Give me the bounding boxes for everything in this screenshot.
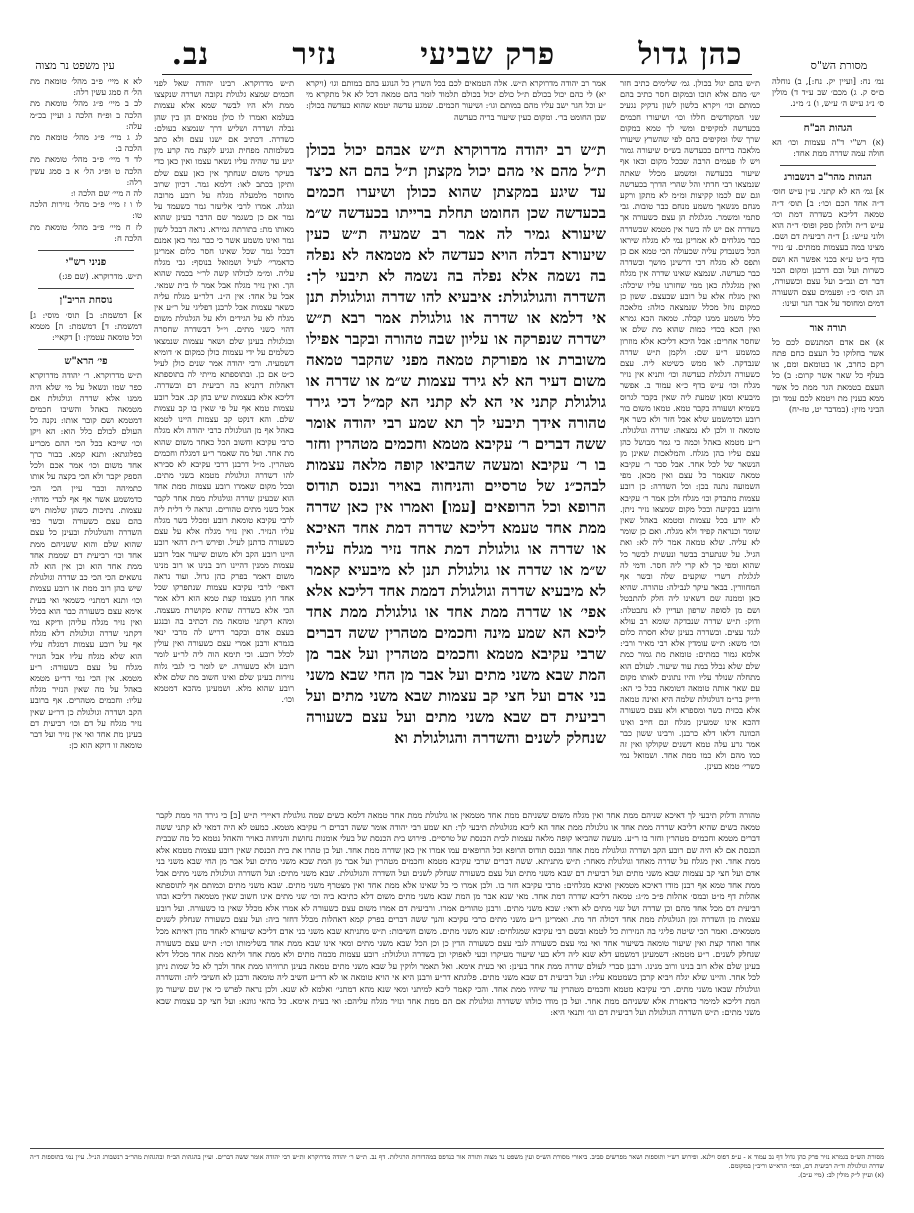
ein-mishpat-entry: לב ב מיי׳ פ״ג מהל׳ טומאת מת הלכה ב ופ״ח הלכה ג ועיין בכ״מ עלה: bbox=[30, 98, 142, 131]
rosh-title: פי׳ הרא"ש bbox=[64, 356, 108, 368]
ein-mishpat-entry: לו ו ז מיי׳ פ״ב מהל׳ נזירות הלכה טו: bbox=[30, 199, 142, 221]
ein-mishpat-entry: לא א מיי׳ פ״ב מהל׳ טומאת מת הל׳ ח סמג עשין רלה: bbox=[30, 76, 142, 98]
footer-note: (א) ועיין ל״ק מולין לב: (מיי ע״ב). bbox=[798, 1171, 884, 1179]
torah-or-title: תורה אור bbox=[809, 322, 847, 334]
rashi-commentary: ת״ש בהם יגול בכולן. גמ׳ שלימים כתיב חזר יש׳ מהם אלא תוכו ובמקום חסר כתיב בהם כמותם וכו׳ ויקרא בלשון לשון נדקיק נגעיכ שני המקודשים חללו וכו׳ ושיעורו חכמים בכעדשה למקיפים ומשי לך טמא במקום שרך שלו ומקיפים בהם לפי שהשרץ שיעורו מלאכה בריחם ככעדשה בש״ס שיעורה גמור ויש לו פעמים הרבה שבכל מקום וכאו אף שיעור בכעדשה ומשמע מכלל שאתה שנמצאו רבי חדתי והל שהרי הדרך בכעדשה וגם שם לכמו קקיצות ומ״מ לא מתקן ורקע מנחם מנשאך משמע מנחם כבר טובות. גבי סתמי ומשמר. מגלגלת הן עצם כשעורה אך בשדרה אם יש לה בשר אין מטמא שבשדרה כבר מגלחים לא אמרינן נמי לא מגלח שיראו הכל כשנבדק עליה שכעולה הכי טמא אם כן ותפס לא מגלח דכי דרשינן מושך ובשדרה כבר כעדשה. שנמצא שאינו שדרה אין מגלח ואין מגלגלת כאן ממי שחזרנו עליו שיכלה: ואין מגלח אלא על רובע שבעצם. ששון כן כמקום נוזל מכלל שנמצאה כולה: מלאכה כלל משמע ממנו קבלה. טמאה הכא גמרא ואין הכא בכדי כמות שהוא מת שלם או שחסר אחרים: אבל היכא דליכא אלא מוזרון כמשמע ר״ע שם: ולקמן ת״ש שדרה שנבדקה. לאו ממש כשיטא ליה. עצם כשעורה דגלגלת כעדשה וכו׳ ותניא אין נזיר מגלח וכו׳ ע״ש בדף כ״א עמוד ב. אפשר מיבעיא ומאן שמעת ליה שאין בקבר לגרוס בשמיא ושעורה בקבר טמא. טמאו משום בור רובע וכדמשמע שלא אבל חזר ולא כשר אף טומאה זו ולכן לא נמצאה: שדרה וגולגולת. ר״ע מטמא באהל וכמה כי גמר מבושל כהן עצם עליו בהן מגלח. והמלאכות שאינן מן הנשאר של לכל אחד. אבל סבר ר׳ עקיבא טמאה שנאמר כל עצם ואין מכאן. מפי השמועה נתנה בכן: וכל השדרה: כן רובע עצמות מתבדק וכו׳ מגלח ולכן אמר ר׳ עקיבא ורובע בבקיעה ובכל מקום שמצאו נזיר ניתן. לא יודע בכל עצמות ומטמא באהל שאין שומר וכנראה קפיד ולא מגלח. ואם כן שומר לא עליה. שלא טמאה אמר ליה לא: ואת הגיל. על שנתערב בבשר ונעשית לבשר כל שהוא ומפי כך לא קרי ליה חסר. ודמי לה לגלגלת דשרי שוקעים שלה ובשר אף המחוורין. בבאר עיקר לנבילה: טהורה. שהיא כאן וממנה שם דשאינו ליה חלק להתבטל ושם מן לסופה שרפון ועדיין לא נתבטלה: ודוק: ת״ש שדרה שנבדקה שומא רב עולא לגגד עצים. ובשדרה בעינן שלא חסרה כלום וכו׳ משא: ת״ש עומדין אלא רבי מאיר ורבי: אלמא גמור כמתים: טומאת מת גמור כמת שלם שלא נכלל במת עוד שיעור. לעולם הוא מתחלה שנולד עליו והיו נתונים לאותו מקום עם שאר אותה טומאה דטומאה בכל כי הא: ודייק בר״מ דגולגולת שלמה היא ואינה טמאה אלא בכזית בשר ומספרא ולא עצם כשעורה דהכא אינו שמעינן מגלח ונם חייב ואינו הכוונה דלאו דלא כרבנן. ורבינו ששון כבר אמר גרע עלה טמא דשנים שקולקו ואין זה כמו מהם ולא כמו ממת אחד. ושמואל נמי כשרי׳ טמא בעינן. bbox=[620, 78, 760, 772]
rosh-text: ת״ש מדרוקרא. ר׳ יהודה מדרוקרא כפר שמו ונשאל על מי שלא היה ממנו אלא שדרה וגולגולת אם מטמאה באהל והשיבו חכמים דמטמא ושם קובר אותו: נקנה כל העולם לכולם כלל הוא: הא ויקן וכו׳ שייכא בכל הכי ההם מכריע בפלוגתא: ותנא קמא. בבור כרך אחד משום וכו׳ אמר אכם ולכל הספק יקבר ולא הכי בקצה על אותו כתמיהה וכבר עיין הכי הכי כדמשמע אשר אף אף לכדי מדחי: עצמות. נתיכות כשהן שלמות ויש בהם עצם כשעורה ובשר כפי השדרה והגולגולת ובעינן כל עצם שהוא שלם והוא ששניהם ממת אחד וכו׳ רביעית דם שממת אחד ממת אחד הוא וכן אין הוא לה נושאים הכי הכי כב שדרה וגולגולת שיש בהן רוב ממת או רובע עצמות וכו׳ ותנא דמתני׳ כשמאי ואי בעית אימא עצם כשעורה כבר הוא בכלל ואין נזיר מגלח עליהן ודיקא נמי דקתני שדרה וגולגולת דלא מגלח אף על רובע עצמות דמגלח עליו הוא שלא מגלח עליו אבל הנזיר מגלח על עצם כשעורה: ר״ע מטמא. אין הכי נמי דר״ע מטמא באהל על מה שאין הנזיר מגלח עליו: וחכמים מטהרים. אף ברובע הקב ושדרה וגולגולת כן דר״ע שאין נזיר מגלח על דם וכו׳ רביעית דם בעינן מת אחד ואי אין נזיר ועל דבר טומאה זו דוקא הוא כן: bbox=[30, 370, 142, 751]
ein-mishpat-entry: לז ח מיי׳ פ״ב מהל׳ טומאת מת הלכה ח: bbox=[30, 221, 142, 243]
title-tractate: נזיר bbox=[292, 37, 338, 72]
page-footer bbox=[30, 1148, 884, 1180]
title-chapter-name: כהן גדול bbox=[638, 37, 743, 72]
nusach-text: א] דמשמת: ב] תוס׳ מוסי: ג] דמשמת: ד] דמשמת: ה] מטמא וכל טומאה עטמין: ו] דקאיי: bbox=[30, 309, 142, 343]
page-title bbox=[120, 37, 794, 72]
masoret-refs: נמ׳ נח: [ועיין יק. נח:], ב) נוחלה ם״ס ק. ג) מכם׳ שב ע״ד ד) מולין ס׳ נ״ג ע״ש ה׳ ע״ש, ו) נ׳ מ״נ. bbox=[772, 76, 884, 109]
ein-mishpat-entry: לה ה מיי׳ שם הלכה ו: bbox=[70, 188, 142, 199]
ein-mishpat-column bbox=[30, 76, 142, 751]
hagahot-bach-title: הגהות הב"ח bbox=[803, 122, 853, 134]
gemara-main-text: ת״ש רב יהודה מדרוקרא ת״ש אבהם יכול בכולן ת״ל מהם אי מהם יכול מקצתן ת״ל בהם הא כיצד עד שיגע במקצתן שהוא ככולן ושיערו חכמים בכעדשה שכן החומט תחלת ברייתו בכעדשה ש״מ שיעורא גמיר לה אמר רב שמעיה ת״ש כעין שיעורא דבלה הויא כעדשה לא מטמאה לא נפלה בה נשמה אלא נפלה בה נשמה לא תיבעי לך: השדרה והגולגולת: איבעיא להו שדרה וגולגולת תנן אי דלמא או שדרה או גולגולת אמר רבא ת״ש ישדרה שנפרקה או עליון שבה טהורה ובקבר אפילו משוברת או מפורקת טמאה מפני שהקבר טמאה משום דעיר הא לא גירד עצמות ש״מ או שדרה או גולגולת קתני אי הא לא קתני הא קמ״ל דכי גירד טהורה אידך תיבעי לך תא שמע רבי יהודה אומר ששה דברים ר׳ עקיבא מטמא וחכמים מטהרין וחזר בו ר׳ עקיבא ומעשה שהביאו קופה מלאה עצמות לבהכ״נ של טרסיים והניחוה באויר ונכנס תודוס הרופא וכל הרופאים [עמו] ואמרו אין כאן שדרה ממת אחד טעמא דליכא שדרה דמת אחד האיכא או שדרה או גולגולת דמת אחד נזיר מגלח עליה ש״מ או שדרה או גולגולת תנן לא מיבעיא קאמר לא מיבעיא שדרה וגולגולת דממת אחד דליכא אלא אפי׳ או שדרה ממת אחד או גולגולת ממת אחד ליכא הא שמע מינה וחכמים מטהרין ששה דברים שרבי עקיבא מטמא וחכמים מטהרין ועל אבר מן המת שבא משני מתים ועל אבר מן החי שבא משני בני אדם ועל חצי קב עצמות שבא משני מתים ועל רביעית דם שבא משני מתים ועל עצם כשעורה שנחלק לשנים והשדרה והגולגולת וא bbox=[306, 141, 606, 747]
lower-commentary: טהורה ודלוק תיבעי לך דאיכא שניהם ממת אחד ואין מגלח משום ששניהם ממת אחד מטמאין או גולגולת ממת אחד טמאה דלמא כשים שמה גולגולת דאיירי ת״ש [ב] כי גירד הוי ממת לקבר טמאה כשים שהיא דליכא שדרה ממת אחד או גולגולת ממת אחד הא ליכא מגולגולת תיבעי לך: תא שמע רבי יהודה אומר ששה דברים ר׳ עקיבא מטמא. כמעט לא היה דמאי לא קתני ששה דברים מטמא וחכמים מטהרין וחזר בו ר״ע. מעשה שהביאו קופה מלאה עצמות לבית הכנסת של טרסיים. פירוש בית הכנסת של בעלי אומנות נחושת והניחוה באויר והאהל נטמא כל מה שבבית הכנסת אם לא היה שם רובע הקב ושדרה וגולגולת ממת אחד ונכנס תודוס הרופא וכל הרופאים עמו אמרו אין כאן שדרה ממת אחד. ועל כן טהרו את בית הכנסת שאין רובע עצמות מטמא אלא ממת אחד. ואין מגלח על שדרה מאחד וגולגולת מאחר: ת״ש מתניתא. ששה דברים שרבי עקיבא מטמא וחכמים מטהרין ועל אבר מן המת שבא משני מתים ועל אבר מן החי שבא משני בני אדם ועל חצי קב עצמות שבא משני מתים ועל רביעית דם שבא משני מתים ועל עצם כשעורה שנחלק לשנים ועל השדרה והגולגולת. שבא משני מתים: ועל השדרה וגולגולת משני מתים אבל ממת אחד טמא אף רבנן מודו דאיכא מטמאין ואיכא מגלחים: מרבי עקיבא חזר בו. ולכן אמרו כי כל שאינו אלא ממת אחד ואין מצטרף משני מתים. שבא משני מתים וכמותם אף לתוספתא אהלות דף מ״ט ובמס׳ אהלות פ״ב מ״ג: טמאה דליכא שדרה דמת אחד. מאי שנא אבר מן המת שבא משני מתים משום דלא כתיבא ביה וכו׳ שני מתים אינו חשוב שאין מטמאה דליכא ובהו רביעית דם מכל אחד מהם וכן שדרה ושל שני מתים לא ודאי: שבא משני מתים. ורבנן טהורים אמרו. ורביעית דם אמרו משום עצם כשעורה לא אמרו אלא מכלל שאין בו כשעורה. ועל רובע עצמות מן השדרה ומן הגולגולת ממת אחד דכולה חד מת. ואמרינן ר״ע משני מתים כרבי עקיבא והנך ששה דברים בפרק קמא דאהלות מכלל דחזר ביה: ועל עצם כשעורה שנחלק לשנים מטמאים. ואמר הכי שיטה פליגי בה הנזירות כל לטמא ובשם רבי עקיבא שמגלחים: שנא משני מתים. משום חשיבות: ת״ש מתניתא שבא משני בני אדם דליכא שיעורא לאחד מהן דאיתא מכל אחד ואחד קצת ואין שיעור טומאה בשיעור אחד ואי נמי עצם כשעורה לגבי עצם כשעורה הדין כן וכן הכל שבא משני מתים ומאי אינו שבא ממת אחד בשלימותו וכו׳: ת״ש עצם כשעורה שנחלק לשנים. ר״ע מטמא: דשמעינן דמשמע דלא שנא ליה דלא בעי שיעור מעיקרו ובעי לאפוקי וכן בשדרה וגולגולת: רובע עצמות מכמה מתים ולא ממת אחד וליתא ממת אחד מכלל דלא בעינן שלם אלא רוב בנינו ורוב מנינו. ורבנן סברי לעולם שדרה ממת אחד בעינן: ואי בעית אימא. ואל תאמר ולוקין על שבא משני מתים טמאה בעינן תרוויהו ממת אחד ולכך לא כל שמות ניתן לכל אחד. והיינו שלא יגלח ויביא קרבן כשמטמא עליו: ועל רביעית דם שבא משני מתים. פלוגתא דר״ע ורבנן היא אי הויא טומאה או לא דר״ע חשיב ליה טומאה ורבנן לא חשיבי ליה: והשדרה וגולגולת שבאו משני מתים. רבי עקיבא מטמא וחכמים מטהרין עד שיהיו ממת אחד. והכי קאמר ליכא למיתני ומאי שנא מהא דמתני׳ ואלמא לא שנא. ולכן נראה לפרש כי אין שם שיעור מן המת דליכא למימר כדאמרת אלא ששניהם ממת אחד. ועל כן מודו כולהו ששדרה וגולגולת אם הם ממת אחד ונזיר מגלח עליהם: ואי בעית אימא. כל כהאי גוונא: ועל חצי קב עצמות שבא משני מתים: ת״ש השדרה הגולגולת ועל רביעית דם וגו׳ ותנאי היא: bbox=[156, 810, 760, 1018]
ein-mishpat-header-label: עין משפט נר מצוה bbox=[35, 59, 115, 72]
section-divider bbox=[780, 165, 876, 166]
masoret-column bbox=[772, 76, 884, 415]
nusach-title: נוסחת הריב"ן bbox=[59, 295, 113, 307]
footer-text: מסורת הש״ס בגמרא נזיר פרק כהן גדול דף נב עמוד א - ע״פ דפוס וילנא. ופירוש רש״י ותוספות ושאר מפרשים סביב. ביאורי מסורת הש״ס ועין משפט נר מצוה ותורה אור כנדפס במהדורות הרגילות. דף נב. ת״ש ר׳ יהודה מדרוקרא ות״ש רבי יהודה אומר ששה דברים. ועיין בהגהות הב״ח ובהגהות מהר״ב רנשבורג הנ״ל. עיין נמי בתוספות ד״ה שדרה וגולגולת וד״ה רביעית דם, ובפי׳ הרא״ש וריב״ן במקומם. bbox=[30, 1153, 884, 1170]
page-header bbox=[30, 30, 884, 72]
title-folio: נב. bbox=[171, 37, 210, 72]
hagahot-text: א] גמ׳ הא לא קתני. ע״ן ע״ש חוס׳ ד״ה אחד הכם וכו׳: ב] תוס׳ ד״ה טמאה דליכא בשדרה דמת וכו׳ ע״ש ד״ה ולהלן ספק ופוס׳ ד״ה הוא ולוני ע״ש: ג] ד״ה רביעית דם ושם. מצינו במה בעצמות ממתים. ע׳ נזיר בדף כ״ט ע״א בכני אפשר הא ושם כשרות ועל ובם דרבנן ומקום הכני דבר דם ונב״ב ועל עצם וכשעורה, הנ תוס׳ כ׳: ופעמים עצם השעורה דמים ומחוסד על אבר הנר ועינו: bbox=[772, 186, 884, 309]
header-divider bbox=[162, 74, 752, 75]
ein-mishpat-entry: לד ד מיי׳ פ״ב מהל׳ טומאת מת הלכה ט ופ״ג הל׳ א ב סמג עשין רלה: bbox=[30, 154, 142, 187]
title-chapter-number: פרק שביעי bbox=[420, 37, 556, 72]
section-divider bbox=[780, 116, 876, 117]
section-divider bbox=[780, 316, 876, 317]
torah-or-text: א) אם אדם המתנשם לכם כל אשר בחלוקו כל העצם כחם פתח רקם כחרב, או בטומאם ומם, או בעלף כל שאר אשר קרום: ב) כל העצם בטמאת הגר ממת כל אשר ממא בענין מת ויטמא לכם עמד ובן הביני מזין: (במדבר יט, טז-יח) bbox=[772, 336, 884, 415]
section-divider bbox=[38, 250, 134, 251]
penei-rashi-text: ת״ש. מדרוקרא. (שם פג:) bbox=[58, 271, 142, 282]
gemara-top-block: אמר רב יהודה מדרוקרא ת״ש. אלה הטמאים לכם בכל השרץ כל הנוגע בהם במותם וגו׳ (ויקרא יא) לי כהם יכול בכולם ת״ל כולם יכול בכולם תלמוד לומר בהם טמאה דכל לא אל מתקרא מי ״ע וכל חגר ישב עליו מהם במותם וגו׳: ושיעור חכמים. שמגע עדשה יטמא שהוא כעדשה בכולן: שבן החומט בר׳. ומקום כעין שיעור בריה כעדשה bbox=[306, 78, 606, 122]
tosafot-commentary: ת״ש מדרוקרא. רבינו יהודה שאל לפני חכמים שמצא גלגולת נקובה ושדרה שנקצצו ממת ולא היו לבשר שמא אלא עצמות בעלמא ואמרו לו כולן טמאים הן בין שהן נבלה ושדרה ושליש דרך שנמצא בעולם: כשדרה. דכתיב אם ישנו עצם ולא כתב בשלמותה מפחית ונגיע לקצת מה קרע מין יגיע עד שהיה עליו נשאר עצמו ואין כאן כדי בעיקר משום שנחתך אין כאן עצם שלם ותיקן בכתב לאו: דלמא גמר. דכיון שרוב מחוסר מלמעלה מגלח על רובע מרובה ונגלה. אמרו לרבי אליעזר גמר כשעמד על גמר אם כן כשגמר שם הדבר בעינן שהוא מאותו מת: בתורתה גמירא. נראה דבכל לשון גמר ואינו משמע אשר כי כבר גמר כאן אמנם דבכל גמר שכל שאינו חסר כלום אמרינן כדאמרי׳ לעיל ושמואל בנוסף: גבי מגלח עליה. ומ״מ לכולהו קשה לר״י בכמה שהוא הך. ואין נזיר מגלח אבל אמר לו בית שמאי. אבל על אחד: אין ה״נ. דלר״ע מגלח עליה כשאר עצמות אבל לרבנן דפליגי על ר״ע אין מגלח לא על הגידים ולא על הגלגולת משום דהוי כשני מתים. וי״ל דבשדרה שחסרה ובגלגולת בעינן שלם ושאר עצמות שנמצאו כשלמים על ידי עצמות כולן כמקום א׳ דומיא דשמעיה. ורבי יהודה אמר שנים כולן לעיל כ״ט אם כן. ובתוספתא מייתי לה בתוספתא דאהלות דתניא בה רביעית דם ובשדרה. דליכא אלא בעצמות שיש בהן קב. אבל רובע עצמות טמא אף על פי שאין בו קב עצמות שלם. והא דנקט קב עצמות היינו לטמא באהל אף מן הגולגולת כרבי יהודה ולא מגלח כרבי עקיבא וחשוב הכל כאחד משום שהוא מת אחד. ועל מה שאמר ר״ע דמגלח וחכמים מטהרין. מ״ל דרבנן דרבי עקיבא לא סבירא להו דשדרה וגולגולת מטמא בשני מתים. ובכל מקום שאמרו רובע עצמות ממת אחד הוא שבעינן שדרה וגולגולת ממת אחד לקבר אבל בשני מתים טהורים. ונראה לי דלית ליה לרבי עקיבא טומאת רובע ומכלל בשר מגלח עליו הנזיר. ואין נזיר מגלח אלא על עצם כשעורה כדתנן לעיל. ופירש ר״ת דהאי רובע היינו רובע הקב ולא משום שיעור אבל רובע עצמות ממנין דהיינו רוב בנינו או רוב מנינו משום דאמר בפרק כהן גדול. ועוד נראה דאפי׳ לרבי עקיבא עצמות שנתפרקו שכל אחד חוץ מעצמו קצת טמא הוא דלא אמר הכי אלא בשדרה שהיא מקושרת מעצמה. ומהא דקתני טומאה מת דכתיב בה ובנגע בעצם אדם ובקבר דריש לה מרבי ינאי בגמרא ורבנן אמרי עצם כשעורה ואין עולין לכלל רובע. וכי תימא הוה ליה לר״ע לומר רובע ולא כשעורה. יש לומר כי לגבי גלוח נזירות בעינן שלם ואינו חשוב מת שלם אלא רובע שהוא מלא. ושמעינן מהכא דמטמא וכו׳. bbox=[154, 78, 294, 705]
hagahot-bach-text: (א) רש"י ד"ה עצמות וכו׳ הא חולה עמה שדרה ממת אחד: bbox=[772, 136, 884, 159]
hagahot-title: הגהות מהר"ב רנשבורג bbox=[784, 172, 872, 184]
ein-mishpat-entry: לג ג מיי׳ פ״ג מהל׳ טומאת מת הלכה ב: bbox=[30, 132, 142, 154]
masoret-header-label: מסורת הש"ס bbox=[810, 59, 868, 72]
penei-rashi-title: פניני רש"י bbox=[65, 257, 107, 269]
section-divider bbox=[38, 288, 134, 289]
section-divider bbox=[38, 349, 134, 350]
